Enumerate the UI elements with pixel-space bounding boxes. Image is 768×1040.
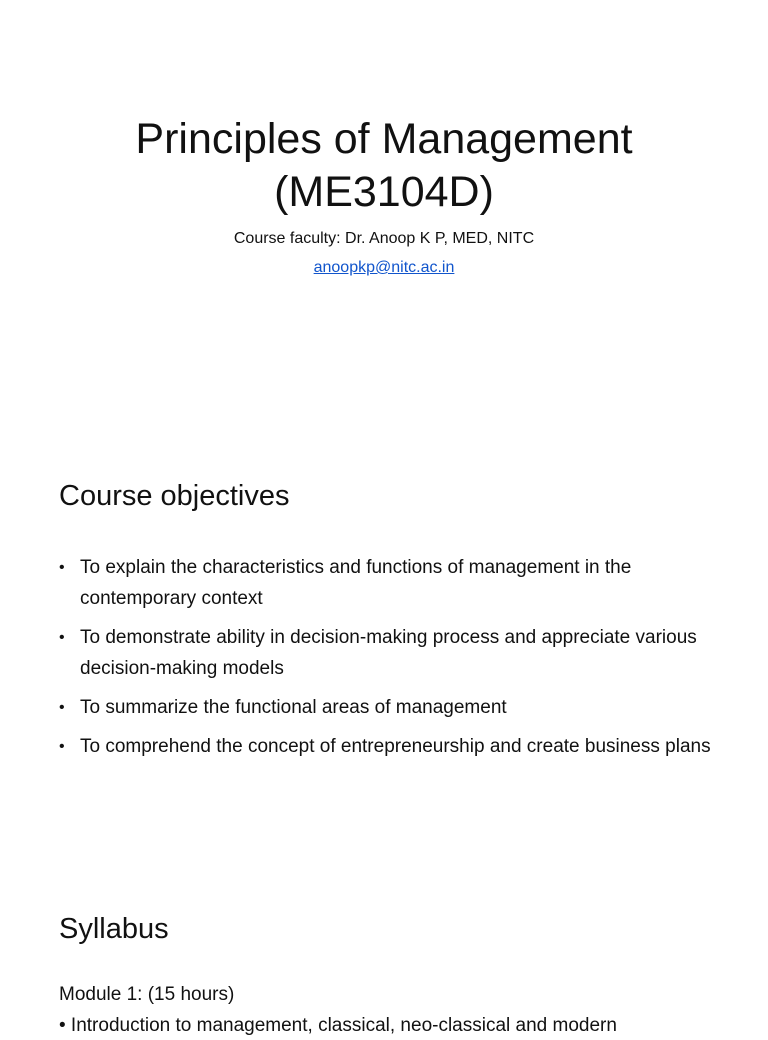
title-line-2: (ME3104D) <box>274 168 494 216</box>
objective-item <box>59 622 719 684</box>
module-1-first-item: • Introduction to management, classical, neo-classical and modern <box>59 1015 617 1036</box>
objective-text: To explain the characteristics and functions of management in the contemporary context <box>80 557 632 609</box>
faculty-email <box>0 258 768 278</box>
objectives-heading: Course objectives <box>59 480 290 512</box>
objective-item <box>59 552 719 614</box>
objective-text: To summarize the functional areas of management <box>80 697 507 718</box>
title-line-1: Principles of Management <box>135 115 633 163</box>
course-faculty: Course faculty: Dr. Anoop K P, MED, NITC <box>233 230 535 247</box>
objective-text: To demonstrate ability in decision-making process and appreciate various decision-making models <box>80 627 697 679</box>
syllabus-heading: Syllabus <box>59 913 169 945</box>
bullet-icon: • <box>59 699 65 716</box>
bullet-icon: • <box>59 738 65 755</box>
bullet-icon: • <box>59 629 65 646</box>
objective-item <box>59 692 719 723</box>
page-title <box>0 113 768 219</box>
objectives-list <box>59 552 719 770</box>
bullet-icon: • <box>59 559 65 576</box>
objective-text: To comprehend the concept of entrepreneurship and create business plans <box>80 736 711 757</box>
module-1-label: Module 1: (15 hours) <box>59 984 235 1005</box>
objective-item <box>59 731 719 762</box>
email-link[interactable]: anoopkp@nitc.ac.in <box>313 259 455 276</box>
